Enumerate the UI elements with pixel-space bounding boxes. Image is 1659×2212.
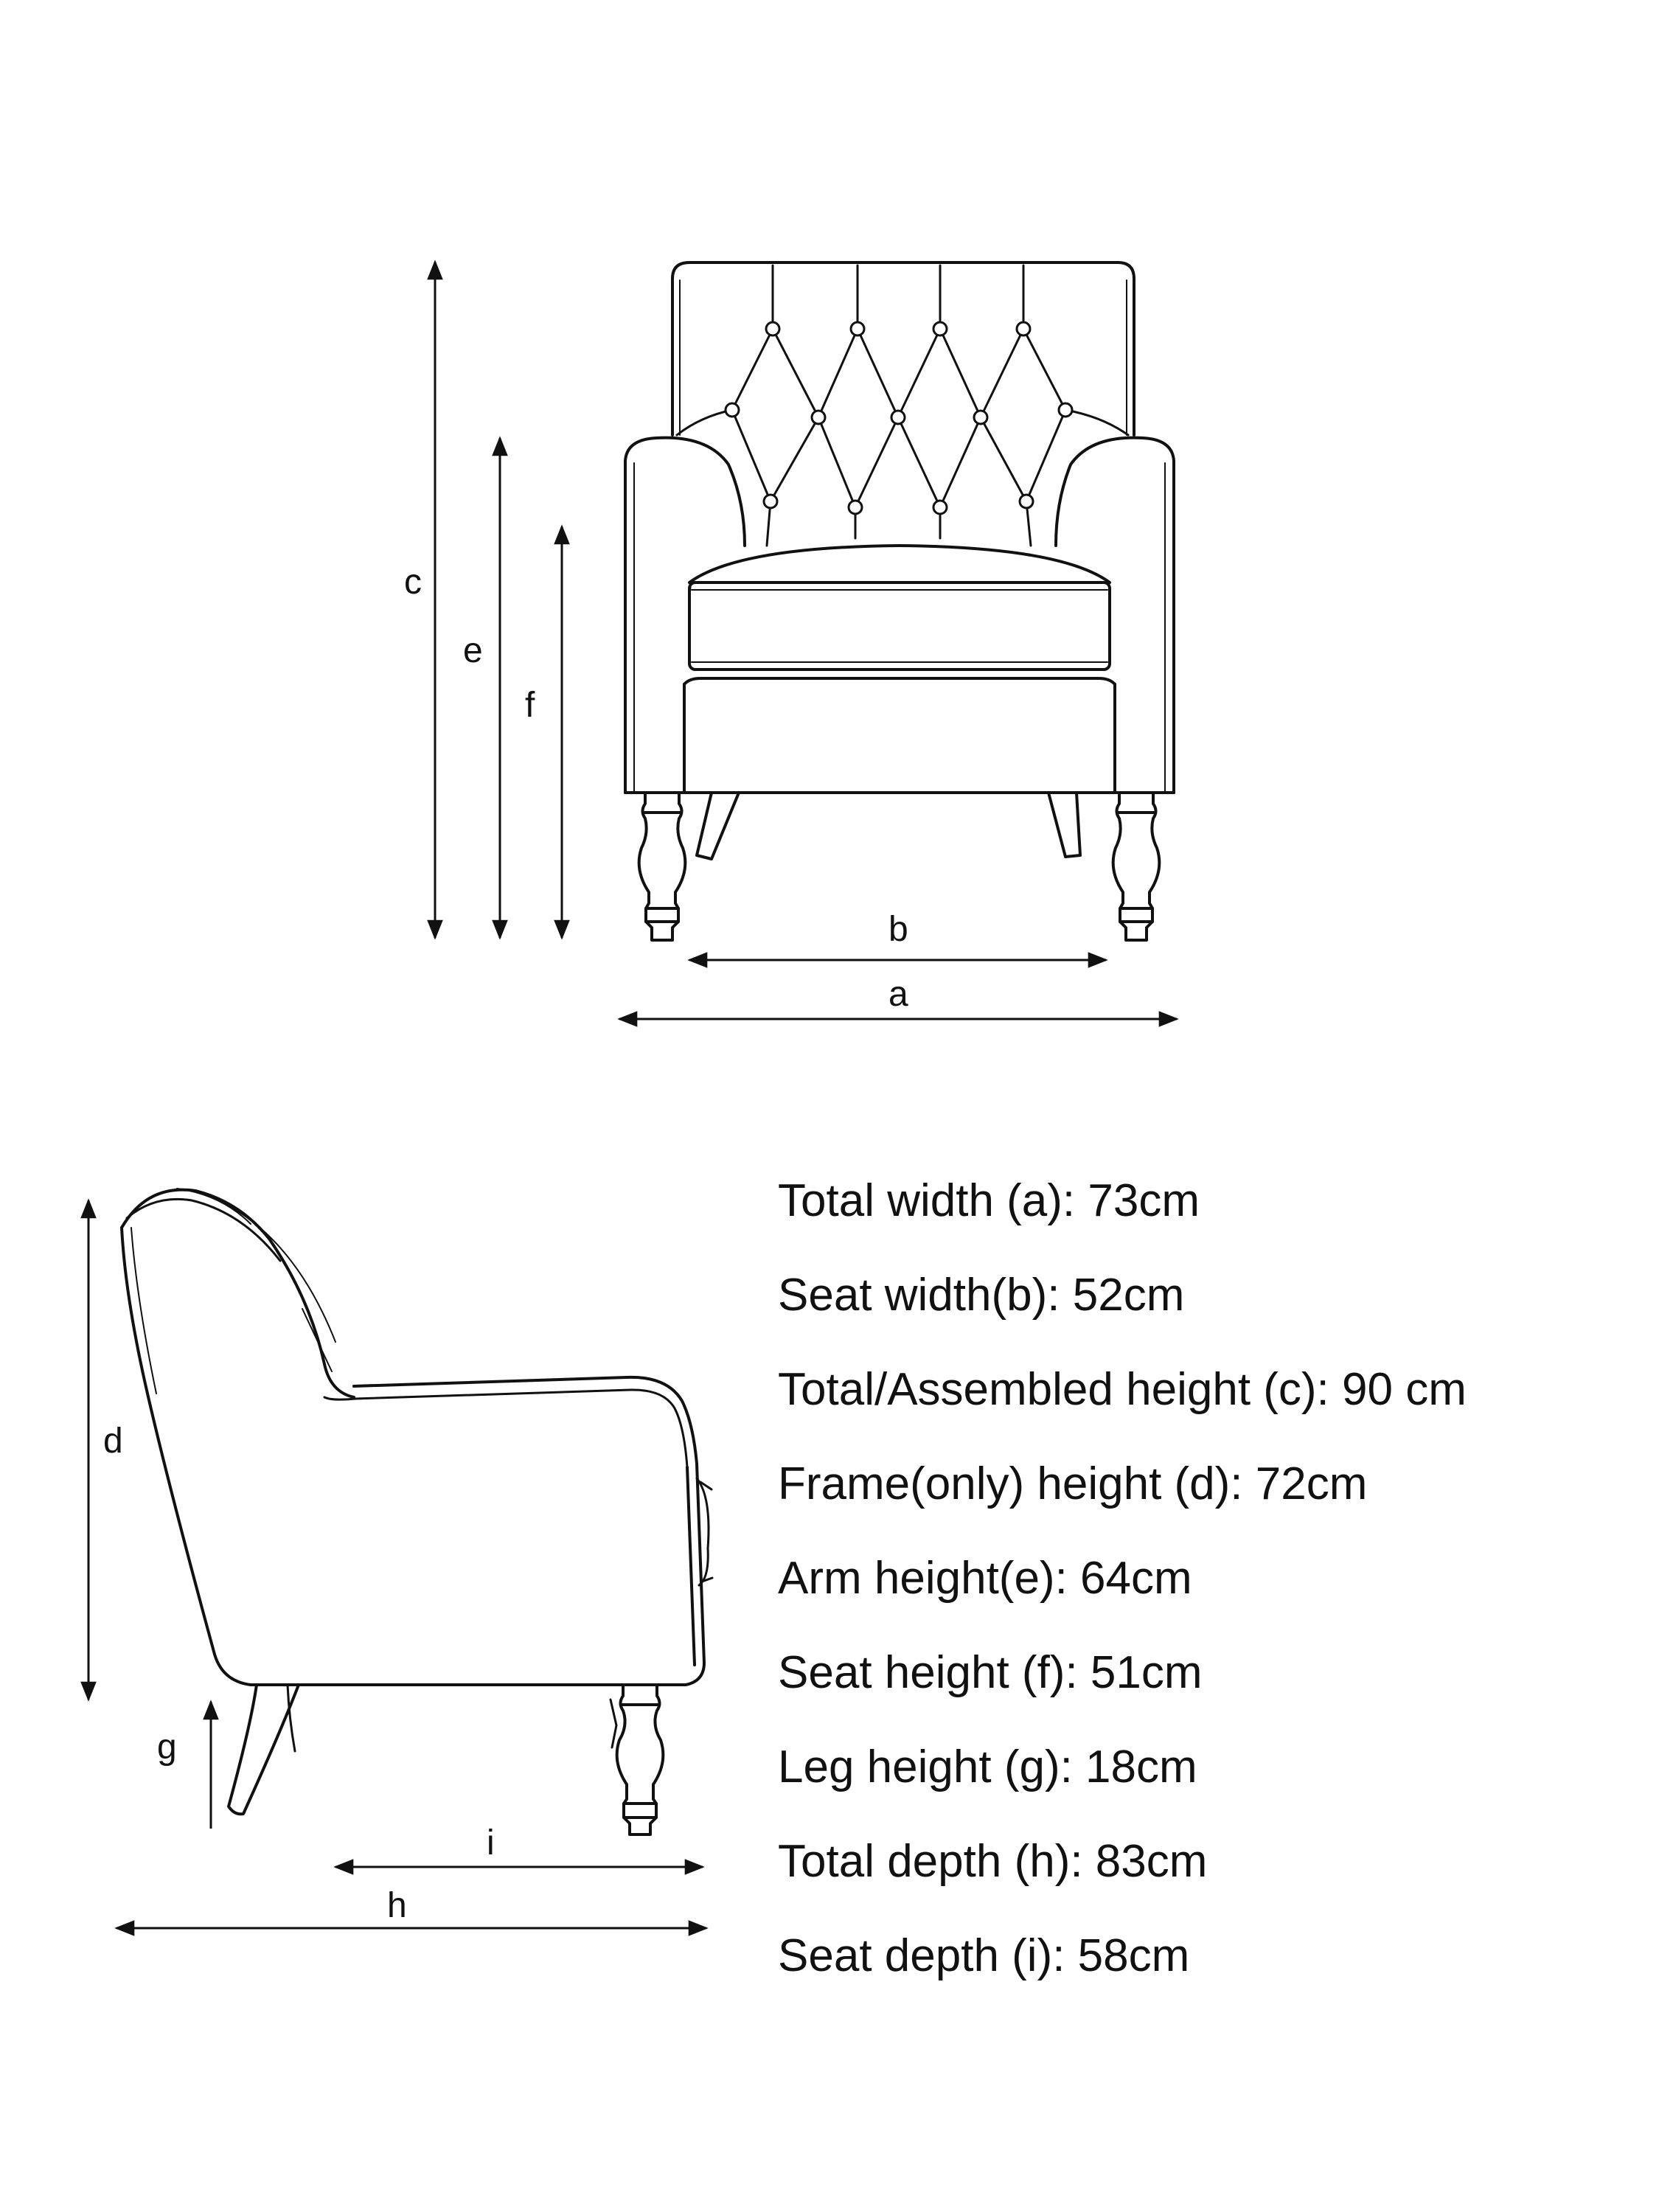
spec-arm-height: Arm height(e): 64cm (778, 1553, 1192, 1604)
spec-total-height: Total/Assembled height (c): 90 cm (778, 1364, 1467, 1415)
spec-seat-height: Seat height (f): 51cm (778, 1647, 1203, 1698)
label-f: f (525, 686, 535, 725)
label-a: a (888, 975, 908, 1014)
front-rear-left-leg (697, 793, 739, 859)
front-left-turned-leg (639, 793, 686, 940)
spec-seat-depth: Seat depth (i): 58cm (778, 1930, 1190, 1981)
label-d: d (103, 1422, 123, 1461)
label-h: h (387, 1886, 407, 1925)
front-view-armchair (625, 262, 1174, 940)
front-rear-right-leg (1048, 793, 1080, 857)
front-dimension-lines (435, 262, 1177, 1019)
label-b: b (888, 910, 908, 949)
label-g: g (157, 1728, 177, 1767)
front-right-turned-leg (1113, 793, 1160, 940)
spec-frame-height: Frame(only) height (d): 72cm (778, 1458, 1368, 1509)
dimension-spec-list (778, 1154, 1467, 2003)
spec-total-depth: Total depth (h): 83cm (778, 1836, 1208, 1887)
front-tufting (677, 329, 1128, 546)
spec-leg-height: Leg height (g): 18cm (778, 1742, 1197, 1792)
label-i: i (487, 1823, 495, 1863)
spec-seat-width: Seat width(b): 52cm (778, 1270, 1185, 1321)
label-e: e (463, 631, 483, 670)
front-buttons (726, 322, 1072, 514)
label-c: c (404, 563, 422, 602)
side-front-turned-leg (611, 1685, 663, 1834)
front-seat-cushion (689, 546, 1110, 582)
side-dimension-lines (88, 1200, 706, 1928)
spec-total-width: Total width (a): 73cm (778, 1175, 1200, 1226)
